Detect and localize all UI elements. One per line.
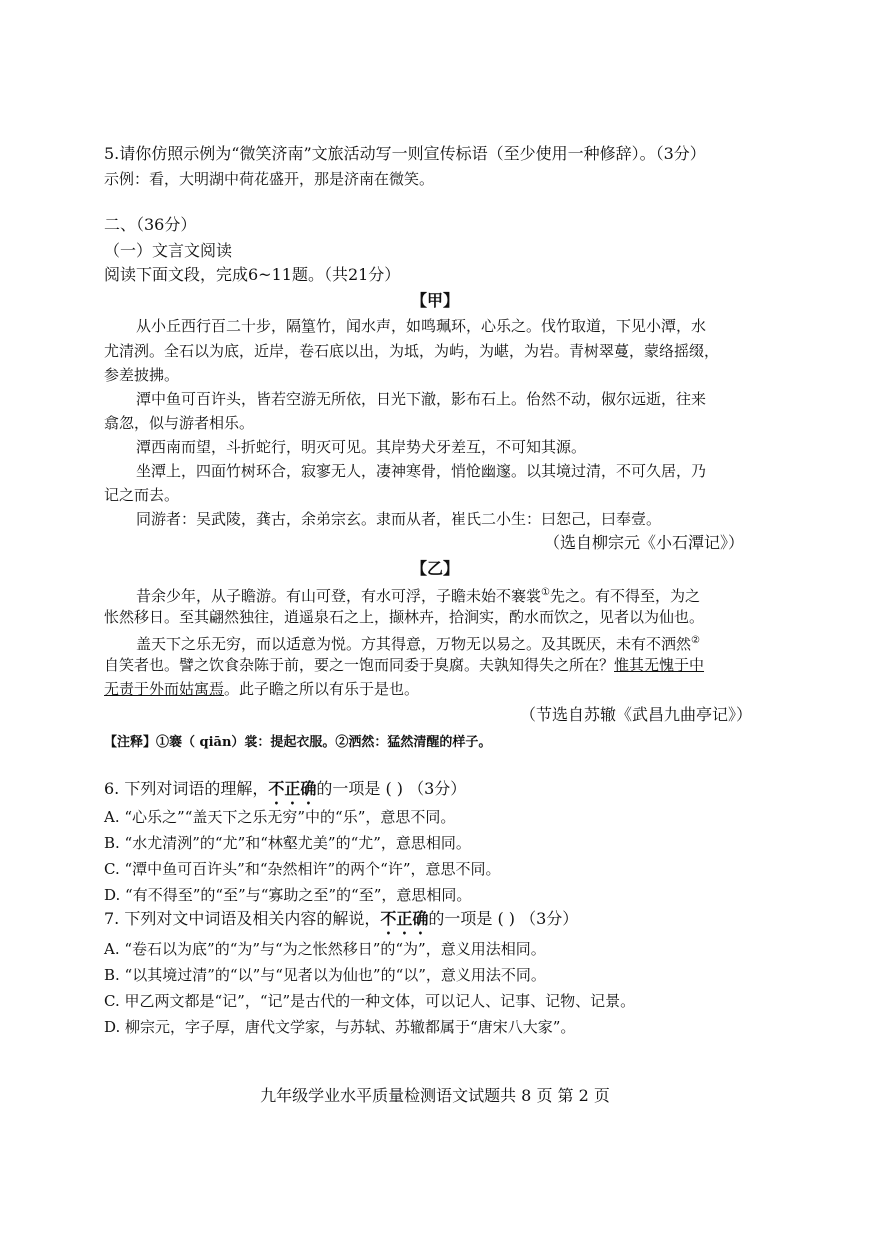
passage-jia-source: （选自柳宗元《小石潭记》） <box>544 533 745 552</box>
q7-option: B. “以其境过清”的“以”与“见者以为仙也”的“以”，意义用法不同。 <box>104 966 546 984</box>
emphasis-text: 不正确 <box>268 779 317 798</box>
q7-option: C. 甲乙两文都是“记”，“记”是古代的一种文体，可以记人、记事、记物、记景。 <box>104 992 636 1010</box>
q6-option: A. “心乐之”“盖天下之乐无穷”中的“乐”，意思不同。 <box>104 808 456 826</box>
q5-example: 示例：看，大明湖中荷花盛开，那是济南在微笑。 <box>104 170 435 188</box>
passage-jia-line: 坐潭上，四面竹树环合，寂寥无人，凄神寒骨，悄怆幽邃。以其境过清，不可久居，乃 <box>136 462 707 480</box>
q6-stem: 6. 下列对词语的理解，不正确的一项是 ( ) （3分） <box>104 779 467 798</box>
passage-jia-line: 参差披拂。 <box>104 366 180 384</box>
passage-yi-line: 昔余少年，从子瞻游。有山可登，有水可浮，子瞻未始不褰裳①先之。有不得至，为之 <box>136 587 700 605</box>
footnote-marker: ② <box>691 635 700 646</box>
q7-option: D. 柳宗元，字子厚，唐代文学家，与苏轼、苏辙都属于“唐宋八大家”。 <box>104 1018 576 1036</box>
q6-option: C. “潭中鱼可百许头”和“杂然相许”的两个“许”，意思不同。 <box>104 860 501 878</box>
passage-jia-title: 【甲】 <box>410 291 459 310</box>
page-footer: 九年级学业水平质量检测语文试题共 8 页 第 2 页 <box>260 1086 610 1105</box>
reading-instruction: 阅读下面文段，完成6~11题。（共21分） <box>104 265 401 284</box>
passage-yi-source: （节选自苏辙《武昌九曲亭记》） <box>520 705 753 724</box>
passage-yi-line: 无责于外而姑寓焉。此子瞻之所以有乐于是也。 <box>104 680 420 698</box>
passage-jia-line: 潭中鱼可百许头，皆若空游无所依，日光下澈，影布石上。佁然不动，俶尔远逝，往来 <box>136 390 707 408</box>
passage-yi-title: 【乙】 <box>410 559 459 578</box>
q6-option: D. “有不得至”的“至”与“寡助之至”的“至”，意思相同。 <box>104 886 472 904</box>
passage-jia-line: 潭西南而望，斗折蛇行，明灭可见。其岸势犬牙差互，不可知其源。 <box>136 438 587 456</box>
passage-jia-line: 翕忽，似与游者相乐。 <box>104 414 255 432</box>
passage-jia-line: 同游者：吴武陵，龚古，余弟宗玄。隶而从者，崔氏二小生：曰恕己，曰奉壹。 <box>136 510 662 528</box>
passage-yi-line: 自笑者也。譬之饮食杂陈于前，要之一饱而同委于臭腐。夫孰知得失之所在？惟其无愧于中 <box>104 656 705 674</box>
footnote-marker: ① <box>541 587 550 598</box>
passage-jia-line: 尤清洌。全石以为底，近岸，卷石底以出，为坻，为屿，为嵁，为岩。青树翠蔓，蒙络摇缀， <box>104 342 720 360</box>
section-heading: 二、（36分） <box>104 215 197 234</box>
underlined-sentence: 惟其无愧于中 <box>614 656 705 674</box>
q7-option: A. “卷石以为底”的“为”与“为之怅然移日”的“为”，意义用法相同。 <box>104 940 546 958</box>
passage-jia-line: 从小丘西行百二十步，隔篁竹，闻水声，如鸣珮环，心乐之。伐竹取道，下见小潭，水 <box>136 317 707 335</box>
underlined-sentence: 无责于外而姑寓焉 <box>104 680 225 698</box>
passage-yi-line: 怅然移日。至其翩然独往，逍遥泉石之上，撷林卉，拾涧实，酌水而饮之，见者以为仙也。 <box>104 608 705 626</box>
q5-prompt: 5.请你仿照示例为“微笑济南”文旅活动写一则宣传标语（至少使用一种修辞）。（3分） <box>104 144 706 163</box>
passage-jia-line: 记之而去。 <box>104 486 180 504</box>
emphasis-text: 不正确 <box>380 909 429 928</box>
q7-stem: 7. 下列对文中词语及相关内容的解说，不正确的一项是 ( ) （3分） <box>104 909 579 928</box>
subsection-heading: （一）文言文阅读 <box>104 241 233 260</box>
q6-option: B. “水尤清洌”的“尤”和“林壑尤美”的“尤”，意思相同。 <box>104 834 471 852</box>
annotation-notes: 【注释】①褰（ qiān）裳：提起衣服。②洒然：猛然清醒的样子。 <box>104 735 492 750</box>
passage-yi-line: 盖天下之乐无穷，而以适意为悦。方其得意，万物无以易之。及其既厌，未有不洒然② <box>136 635 700 653</box>
